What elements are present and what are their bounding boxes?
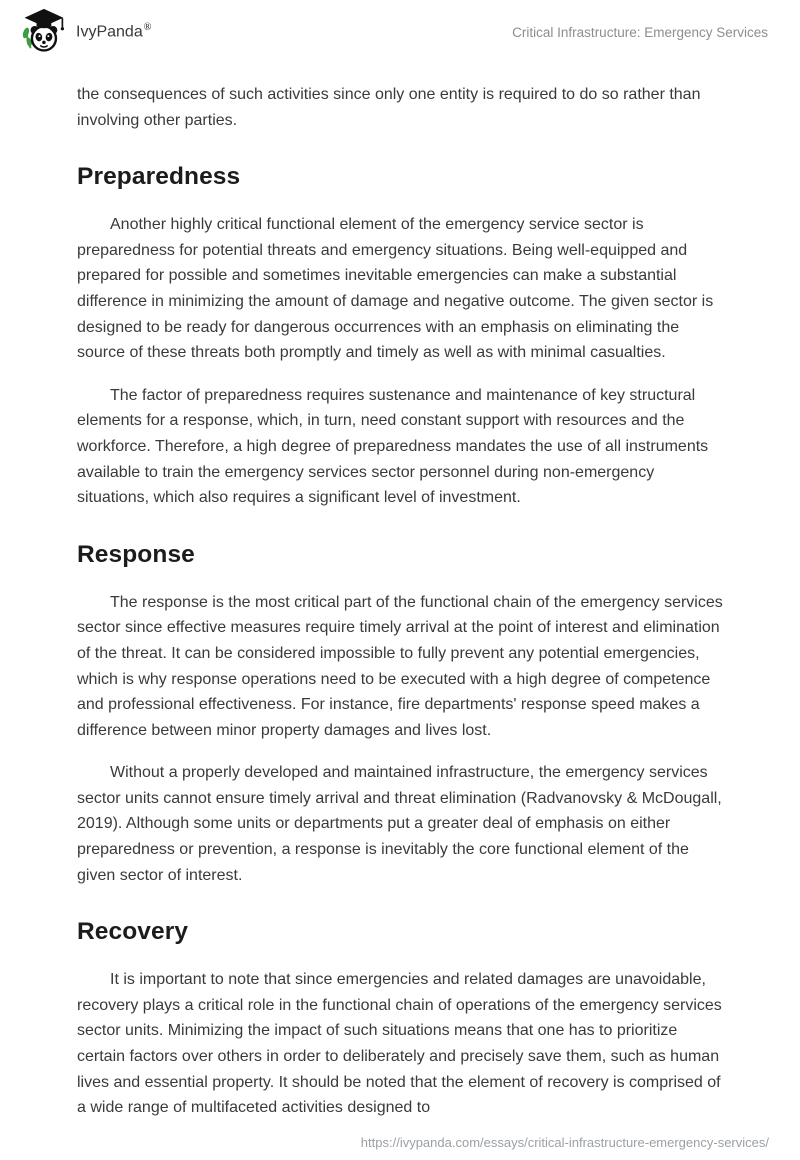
paragraph: Without a properly developed and maintained infrastructure, the emergency services sector units cannot ensure timely arrival and threat elimination (Radvanovsky & McDougall, 2019). Although some units or departments put a greater deal of emphasis on either preparedness or prevention, a response is inevitably the core functional element of the given sector of interest. bbox=[77, 764, 722, 884]
brand-name: IvyPanda® bbox=[76, 22, 152, 41]
ivypanda-brand bbox=[20, 8, 151, 56]
section-heading-recovery: Recovery bbox=[77, 918, 189, 946]
section-heading-preparedness: Preparedness bbox=[77, 163, 241, 191]
paragraph-continuation: the consequences of such activities since only one entity is required to do so rather than involving other parties. bbox=[77, 86, 701, 129]
paragraph: The factor of preparedness requires sustenance and maintenance of key structural elements for a response, which, in turn, need constant support with resources and the workforce. Therefore, a high degree of preparedness mandates the use of all instruments available to train the emergency services sector personnel during non-emergency situations, which also requires a significant level of investment. bbox=[77, 386, 709, 507]
essay-content bbox=[0, 62, 800, 1121]
source-url-link[interactable]: https://ivypanda.com/essays/critical-infrastructure-emergency-services/ bbox=[360, 1135, 769, 1150]
paragraph: It is important to note that since emergencies and related damages are unavoidable, recovery plays a critical role in the functional chain of operations of the emergency services sector units. Minimizing the impact of such situations means that one has to prioritize certain factors over others in order to deliberately and precisely save them, such as human lives and essential property. It should be noted that the element of recovery is comprised of a wide range of multifaceted activities designed to bbox=[77, 971, 722, 1117]
document-title: Critical Infrastructure: Emergency Services bbox=[512, 24, 768, 40]
paragraph: The response is the most critical part of the functional chain of the emergency services sector since effective measures require timely arrival at the point of interest and elimination of the threat. It can be considered impossible to fully prevent any potential emergencies, which is why response operations need to be executed with a high degree of competence and professional effectiveness. For instance, fire departments' response speed makes a difference between minor property damages and lives lost. bbox=[77, 593, 723, 739]
paragraph: Another highly critical functional element of the emergency service sector is preparedness for potential threats and emergency situations. Being well-equipped and prepared for possible and sometimes inevitable emergencies can make a substantial difference in minimizing the amount of damage and negative outcome. The given sector is designed to be ready for dangerous occurrences with an emphasis on eliminating the source of these threats both promptly and timely as well as with minimal casualties. bbox=[77, 216, 714, 362]
graduation-cap-panda-icon bbox=[20, 8, 66, 56]
registered-mark: ® bbox=[143, 22, 152, 34]
section-heading-response: Response bbox=[77, 540, 195, 568]
page-header bbox=[0, 0, 800, 62]
